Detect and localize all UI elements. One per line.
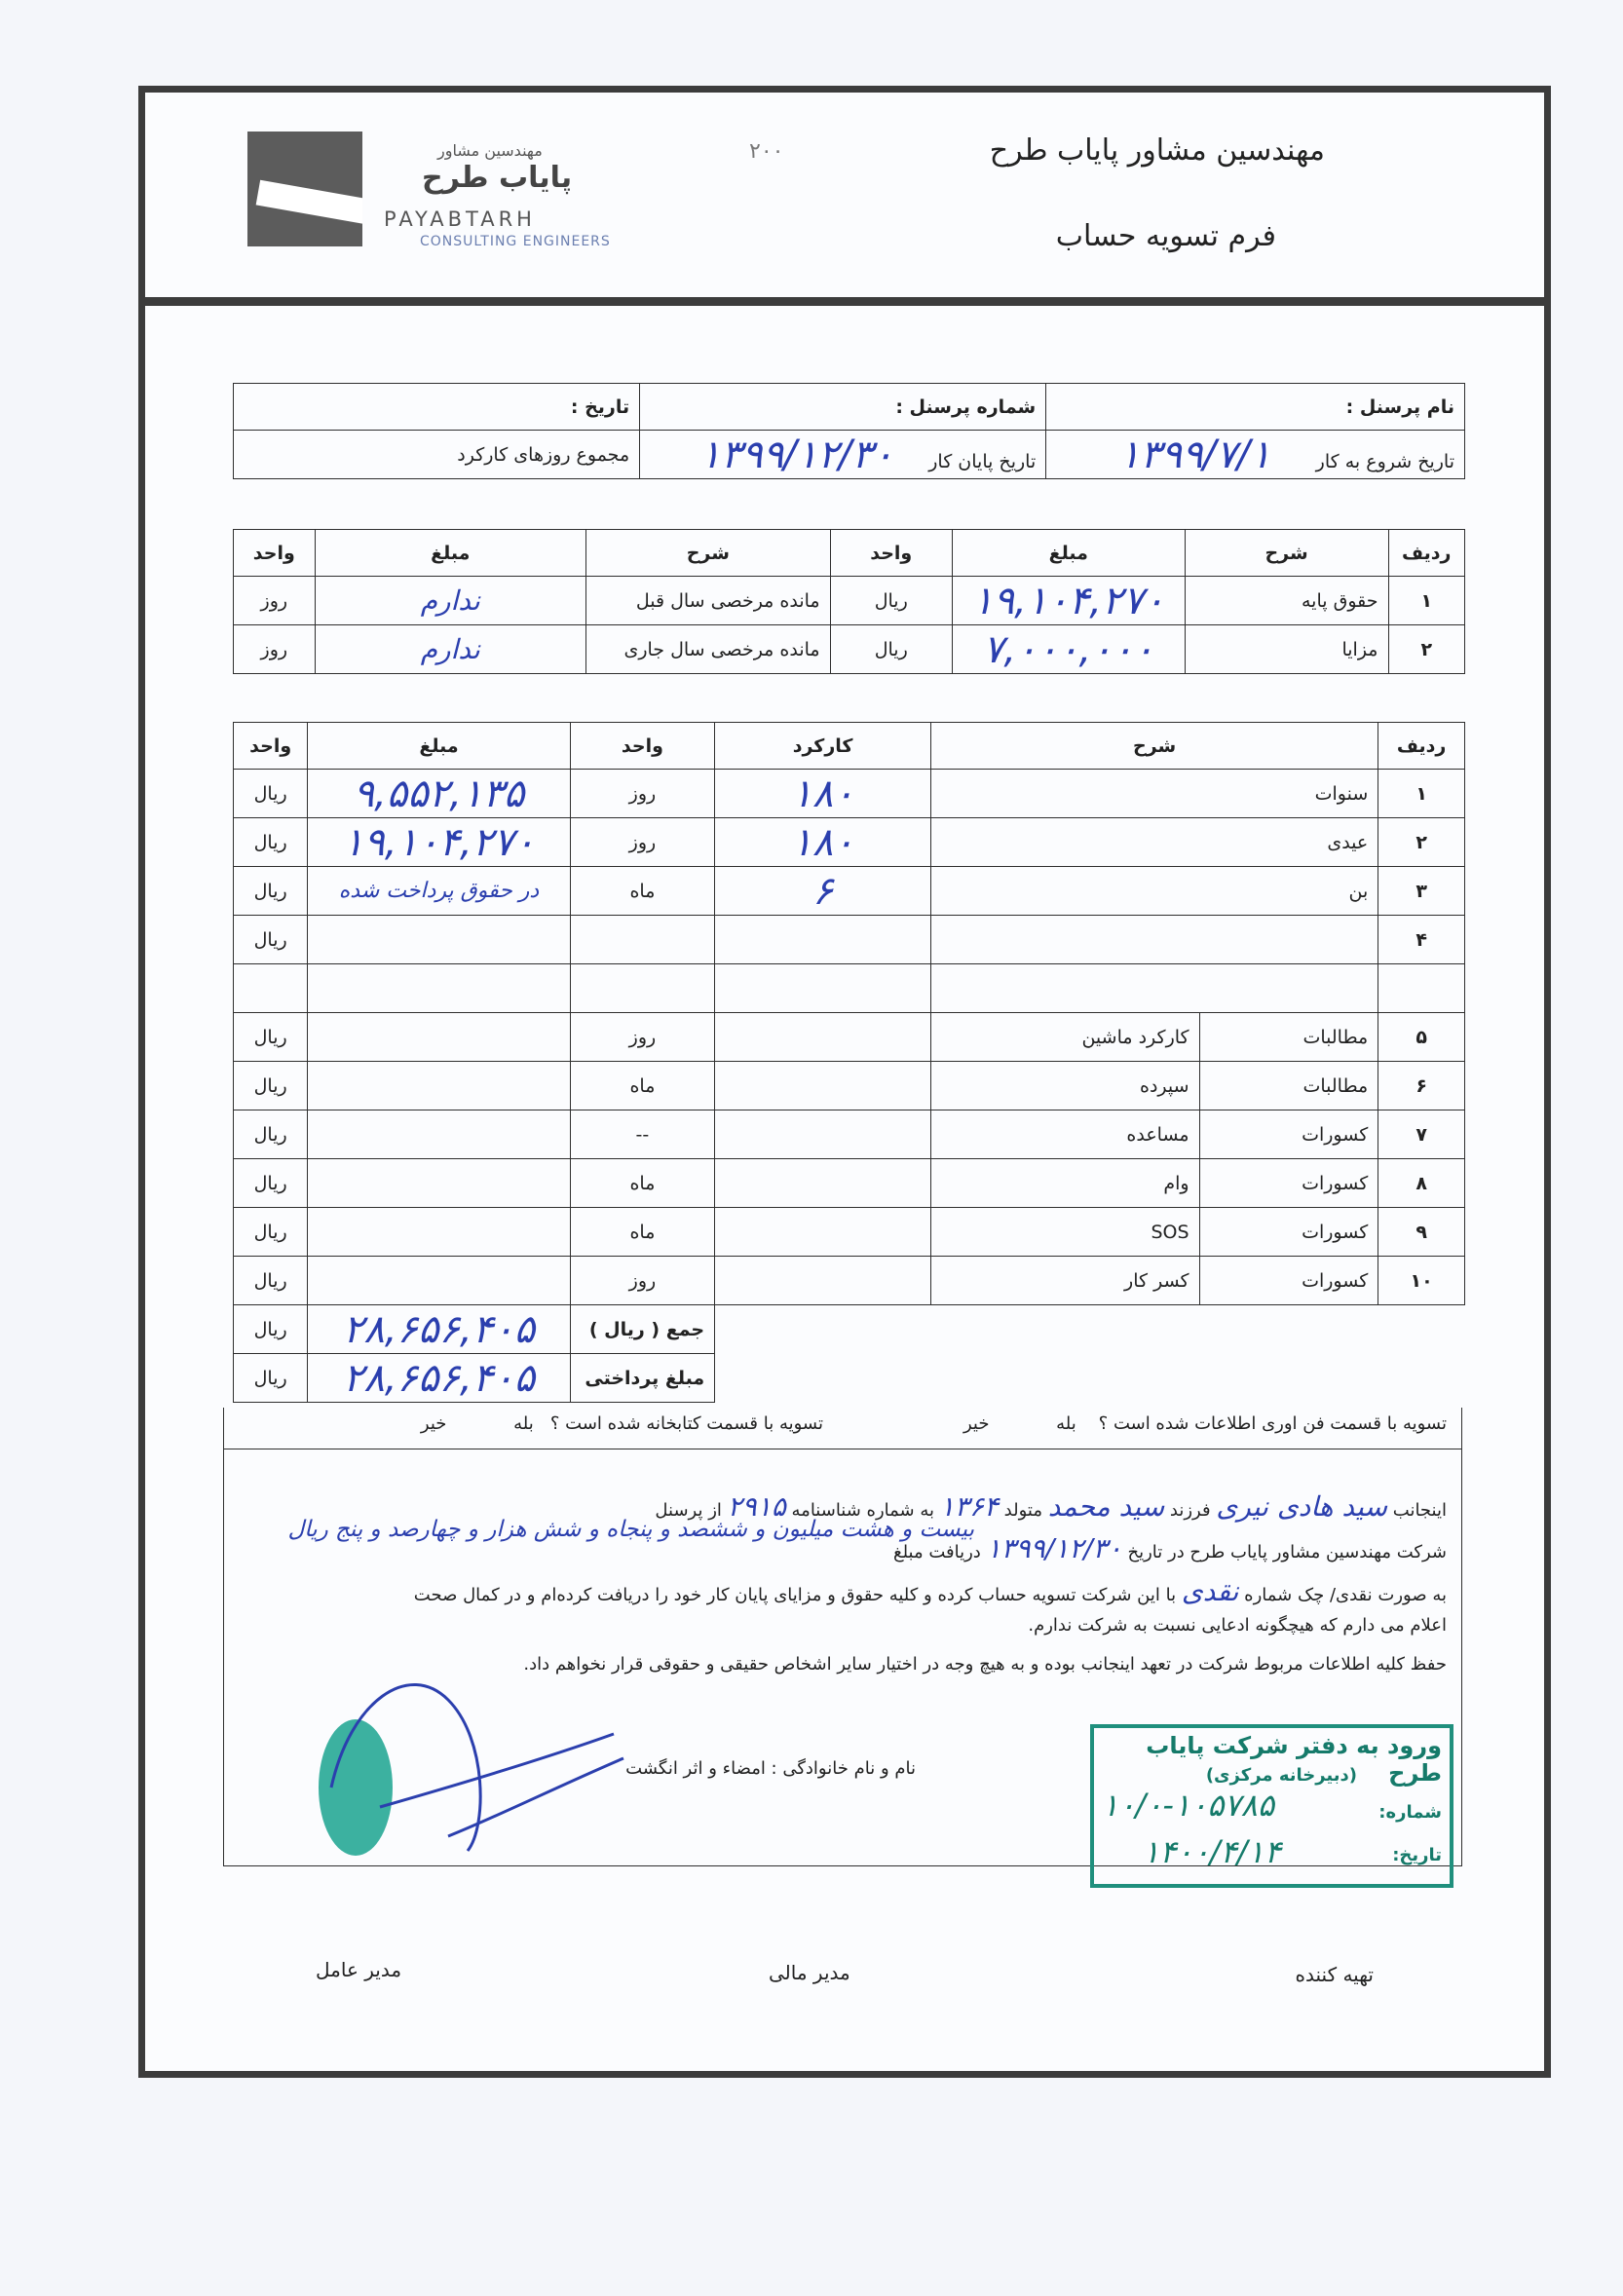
- settlement-currency: ریال: [234, 1159, 308, 1208]
- leave-amount: ندارم: [315, 577, 585, 625]
- settlement-currency: ریال: [234, 818, 308, 867]
- settlement-unit: روز: [570, 770, 714, 818]
- decl-text: فرزند: [1169, 1500, 1211, 1521]
- signature-label: نام و نام خانوادگی : امضاء و اثر انگشت: [625, 1758, 916, 1779]
- settlement-amount: [308, 1159, 570, 1208]
- settlement-currency: ریال: [234, 867, 308, 916]
- settlement-desc: کسر کار: [931, 1257, 1200, 1305]
- logo-subtitle: مهندسین مشاور: [437, 141, 543, 160]
- settlement-header-cell: کارکرد: [715, 723, 931, 770]
- stamp-number-value: ۱۰/۰-۱۰۵۷۸۵: [1102, 1787, 1275, 1824]
- decl-text: شرکت مهندسین مشاور پایاب طرح در تاریخ: [1127, 1542, 1447, 1562]
- amount-in-words: بیست و هشت میلیون و ششصد و پنجاه و شش هزار و چهارصد و پنج ریال: [287, 1517, 974, 1542]
- settlement-currency: ریال: [234, 1062, 308, 1110]
- settlement-desc: عیدی: [931, 818, 1378, 867]
- settlement-row: [234, 1013, 1465, 1062]
- settlement-unit: روز: [570, 1013, 714, 1062]
- end-date-cell: [640, 431, 1046, 479]
- it-question: تسویه با قسمت فن اوری اطلاعات شده است ؟: [1098, 1413, 1447, 1434]
- leave-desc: مانده مرخصی سال قبل: [586, 577, 831, 625]
- decl-text: اینجانب: [1392, 1500, 1447, 1521]
- settlement-work: [715, 964, 931, 1013]
- settlement-desc: مساعده: [931, 1110, 1200, 1159]
- salary-header-cell: شرح: [586, 530, 831, 577]
- settlement-unit: [570, 964, 714, 1013]
- row-number: ۱: [1378, 770, 1465, 818]
- settlement-row: [234, 1159, 1465, 1208]
- salary-unit: ریال: [830, 625, 952, 674]
- row-number: ۲: [1378, 818, 1465, 867]
- id-number-value: ۲۹۱۵: [727, 1490, 786, 1523]
- payment-method-value: نقدی: [1181, 1575, 1239, 1607]
- settlement-amount: [308, 1208, 570, 1257]
- settlement-unit: [570, 916, 714, 964]
- settlement-work: ۱۸۰: [715, 818, 931, 867]
- settlement-row: [234, 818, 1465, 867]
- salary-header-cell: واحد: [830, 530, 952, 577]
- start-date-value: ۱۳۹۹/۷/۱: [1118, 432, 1271, 477]
- settlement-date-value: ۱۳۹۹/۱۲/۳۰: [986, 1532, 1122, 1564]
- settlement-unit: ماه: [570, 1208, 714, 1257]
- settlement-unit: روز: [570, 818, 714, 867]
- library-question: تسویه با قسمت کتابخانه شده است ؟: [549, 1413, 823, 1434]
- decl-text: دریافت مبلغ: [892, 1542, 981, 1562]
- settlement-category: کسورات: [1199, 1208, 1378, 1257]
- leave-unit: روز: [234, 577, 316, 625]
- settlement-work: [715, 1257, 931, 1305]
- settlement-row: [234, 1062, 1465, 1110]
- date-label: تاریخ :: [234, 384, 640, 431]
- settlement-desc: سپرده: [931, 1062, 1200, 1110]
- company-logo-icon: [247, 132, 362, 246]
- settlement-work: [715, 916, 931, 964]
- settlement-work: [715, 1062, 931, 1110]
- library-yes[interactable]: بله: [513, 1413, 534, 1434]
- settlement-desc: کارکرد ماشین: [931, 1013, 1200, 1062]
- settlement-amount: [308, 964, 570, 1013]
- end-date-label: تاریخ پایان کار: [928, 450, 1037, 472]
- settlement-header-cell: مبلغ: [308, 723, 570, 770]
- salary-amount: ۱۹,۱۰۴,۲۷۰: [952, 577, 1185, 625]
- it-yes[interactable]: بله: [1056, 1413, 1076, 1434]
- stamp-number-label: شماره:: [1378, 1802, 1442, 1823]
- settlement-amount: در حقوق پرداخت شده: [308, 867, 570, 916]
- stamp-subtitle: (دبیرخانه مرکزی): [1205, 1765, 1357, 1786]
- settlement-amount: ۱۹,۱۰۴,۲۷۰: [308, 818, 570, 867]
- settlement-category: کسورات: [1199, 1257, 1378, 1305]
- settlement-header-cell: واحد: [570, 723, 714, 770]
- settlement-unit: ماه: [570, 1159, 714, 1208]
- personnel-number-label: شماره پرسنل :: [640, 384, 1046, 431]
- row-number: ۴: [1378, 916, 1465, 964]
- settlement-row: [234, 1257, 1465, 1305]
- total-row-label: جمع ( ریال ): [570, 1305, 714, 1354]
- it-no[interactable]: خیر: [962, 1413, 990, 1434]
- settlement-work: [715, 1159, 931, 1208]
- settlement-header-cell: ردیف: [1378, 723, 1465, 770]
- receipt-stamp: [1090, 1724, 1453, 1888]
- settlement-work: ۱۸۰: [715, 770, 931, 818]
- form-header: [145, 93, 1544, 306]
- settlement-unit: روز: [570, 1257, 714, 1305]
- settlement-unit: --: [570, 1110, 714, 1159]
- settlement-unit: ماه: [570, 867, 714, 916]
- name-value: سید هادی نیری: [1216, 1490, 1388, 1523]
- settlement-category: مطالبات: [1199, 1013, 1378, 1062]
- leave-unit: روز: [234, 625, 316, 674]
- salary-desc: حقوق پایه: [1185, 577, 1388, 625]
- settlement-currency: ریال: [234, 1257, 308, 1305]
- salary-header-cell: واحد: [234, 530, 316, 577]
- decl-line-5: حفظ کلیه اطلاعات مربوط شرکت در تعهد اینجانب بوده و به هیچ وجه در اختیار سایر اشخاص حقیقی و حقوقی قرار نخواهم داد.: [523, 1654, 1447, 1675]
- payment-row-label: مبلغ پرداختی: [570, 1354, 714, 1403]
- settlement-row: [234, 867, 1465, 916]
- end-date-value: ۱۳۹۹/۱۲/۳۰: [699, 432, 894, 477]
- row-number: ۱: [1388, 577, 1465, 625]
- library-no[interactable]: خیر: [420, 1413, 447, 1434]
- settlement-amount: ۹,۵۵۲,۱۳۵: [308, 770, 570, 818]
- settlement-desc: SOS: [931, 1208, 1200, 1257]
- settlement-currency: ریال: [234, 1208, 308, 1257]
- father-name-value: سید محمد: [1047, 1490, 1165, 1523]
- salary-header-cell: ردیف: [1388, 530, 1465, 577]
- settlement-category: کسورات: [1199, 1110, 1378, 1159]
- row-number: ۳: [1378, 867, 1465, 916]
- salary-desc: مزایا: [1185, 625, 1388, 674]
- settlement-desc: سنوات: [931, 770, 1378, 818]
- settlement-form: [138, 86, 1551, 2078]
- form-title: فرم تسویه حساب: [1055, 219, 1276, 253]
- row-number: ۷: [1378, 1110, 1465, 1159]
- decl-text: از پرسنل: [655, 1500, 722, 1521]
- ceo-signature: مدیر عامل: [316, 1958, 402, 1981]
- settlement-row: [234, 1110, 1465, 1159]
- settlement-desc: [931, 964, 1378, 1013]
- signature-icon: [292, 1641, 643, 1865]
- start-date-cell: [1046, 431, 1465, 479]
- decl-text: متولد: [1003, 1500, 1042, 1521]
- settlement-currency: ریال: [234, 1110, 308, 1159]
- salary-amount: ۷,۰۰۰,۰۰۰: [952, 625, 1185, 674]
- payment-row: [234, 1354, 1465, 1403]
- salary-header-cell: مبلغ: [952, 530, 1185, 577]
- total-row: [234, 1305, 1465, 1354]
- settlement-amount: [308, 1257, 570, 1305]
- decl-line-4: اعلام می دارم که هیچگونه ادعایی نسبت به شرکت ندارم.: [1028, 1615, 1447, 1636]
- row-number: [1378, 964, 1465, 1013]
- settlement-row: [234, 770, 1465, 818]
- settlement-header-cell: شرح: [931, 723, 1378, 770]
- settlement-table: [233, 722, 1465, 1403]
- stamp-date-value: ۱۴۰۰/۴/۱۴: [1143, 1833, 1281, 1870]
- logo-text-en: PAYABTARH: [384, 207, 536, 231]
- settlement-category: کسورات: [1199, 1159, 1378, 1208]
- decl-text: به شماره شناسنامه: [791, 1500, 935, 1521]
- logo-text-fa: پایاب طرح: [422, 161, 573, 195]
- settlement-amount: [308, 1013, 570, 1062]
- settlement-desc: بن: [931, 867, 1378, 916]
- salary-row: [234, 577, 1465, 625]
- leave-amount: ندارم: [315, 625, 585, 674]
- settlement-desc: وام: [931, 1159, 1200, 1208]
- salary-header-cell: شرح: [1185, 530, 1388, 577]
- personnel-name-label: نام پرسنل :: [1046, 384, 1465, 431]
- settlement-work: [715, 1208, 931, 1257]
- total-row-value: ۲۸,۶۵۶,۴۰۵: [308, 1305, 570, 1354]
- settlement-currency: ریال: [234, 770, 308, 818]
- personnel-info-table: [233, 383, 1465, 479]
- settlement-category: مطالبات: [1199, 1062, 1378, 1110]
- settlement-amount: [308, 1062, 570, 1110]
- settlement-currency: ریال: [234, 916, 308, 964]
- settlement-work: [715, 1013, 931, 1062]
- settlement-row: [234, 916, 1465, 964]
- settlement-work: [715, 1110, 931, 1159]
- total-days-label: مجموع روزهای کارکرد: [234, 431, 640, 479]
- settlement-unit: ماه: [570, 1062, 714, 1110]
- settlement-amount: [308, 1110, 570, 1159]
- logo-text-en-sub: CONSULTING ENGINEERS: [420, 234, 611, 249]
- settlement-amount: [308, 916, 570, 964]
- row-number: ۲: [1388, 625, 1465, 674]
- decl-text: به صورت نقدی/ چک شماره: [1244, 1585, 1447, 1605]
- settlement-work: ۶: [715, 867, 931, 916]
- settlement-row: [234, 964, 1465, 1013]
- settlement-currency: [234, 964, 308, 1013]
- leave-desc: مانده مرخصی سال جاری: [586, 625, 831, 674]
- row-number: ۱۰: [1378, 1257, 1465, 1305]
- row-number: ۸: [1378, 1159, 1465, 1208]
- settlement-row: [234, 1208, 1465, 1257]
- payment-row-currency: ریال: [234, 1354, 308, 1403]
- salary-header-cell: مبلغ: [315, 530, 585, 577]
- preparer-signature: تهیه کننده: [1295, 1963, 1374, 1986]
- row-number: ۶: [1378, 1062, 1465, 1110]
- reference-mark: ۲۰۰: [749, 139, 784, 164]
- decl-text: با این شرکت تسویه حساب کرده و کلیه حقوق و مزایای پایان کار خود را دریافت کرده‌ام و در کمال صحت: [413, 1585, 1177, 1605]
- empty-cell: [715, 1305, 1465, 1354]
- finance-manager-signature: مدیر مالی: [769, 1961, 850, 1984]
- salary-table: [233, 529, 1465, 674]
- row-number: ۵: [1378, 1013, 1465, 1062]
- stamp-title: ورود به دفتر شرکت پایاب طرح: [1146, 1732, 1442, 1787]
- settlement-header-cell: واحد: [234, 723, 308, 770]
- row-number: ۹: [1378, 1208, 1465, 1257]
- salary-unit: ریال: [830, 577, 952, 625]
- total-row-currency: ریال: [234, 1305, 308, 1354]
- salary-row: [234, 625, 1465, 674]
- stamp-date-label: تاریخ:: [1392, 1845, 1442, 1865]
- settlement-currency: ریال: [234, 1013, 308, 1062]
- empty-cell: [715, 1354, 1465, 1403]
- company-name: مهندسین مشاور پایاب طرح: [989, 133, 1325, 168]
- birth-year-value: ۱۳۶۴: [939, 1490, 999, 1523]
- start-date-label: تاریخ شروع به کار: [1315, 450, 1454, 472]
- payment-row-value: ۲۸,۶۵۶,۴۰۵: [308, 1354, 570, 1403]
- fingerprint-icon: [319, 1719, 393, 1856]
- settlement-desc: [931, 916, 1378, 964]
